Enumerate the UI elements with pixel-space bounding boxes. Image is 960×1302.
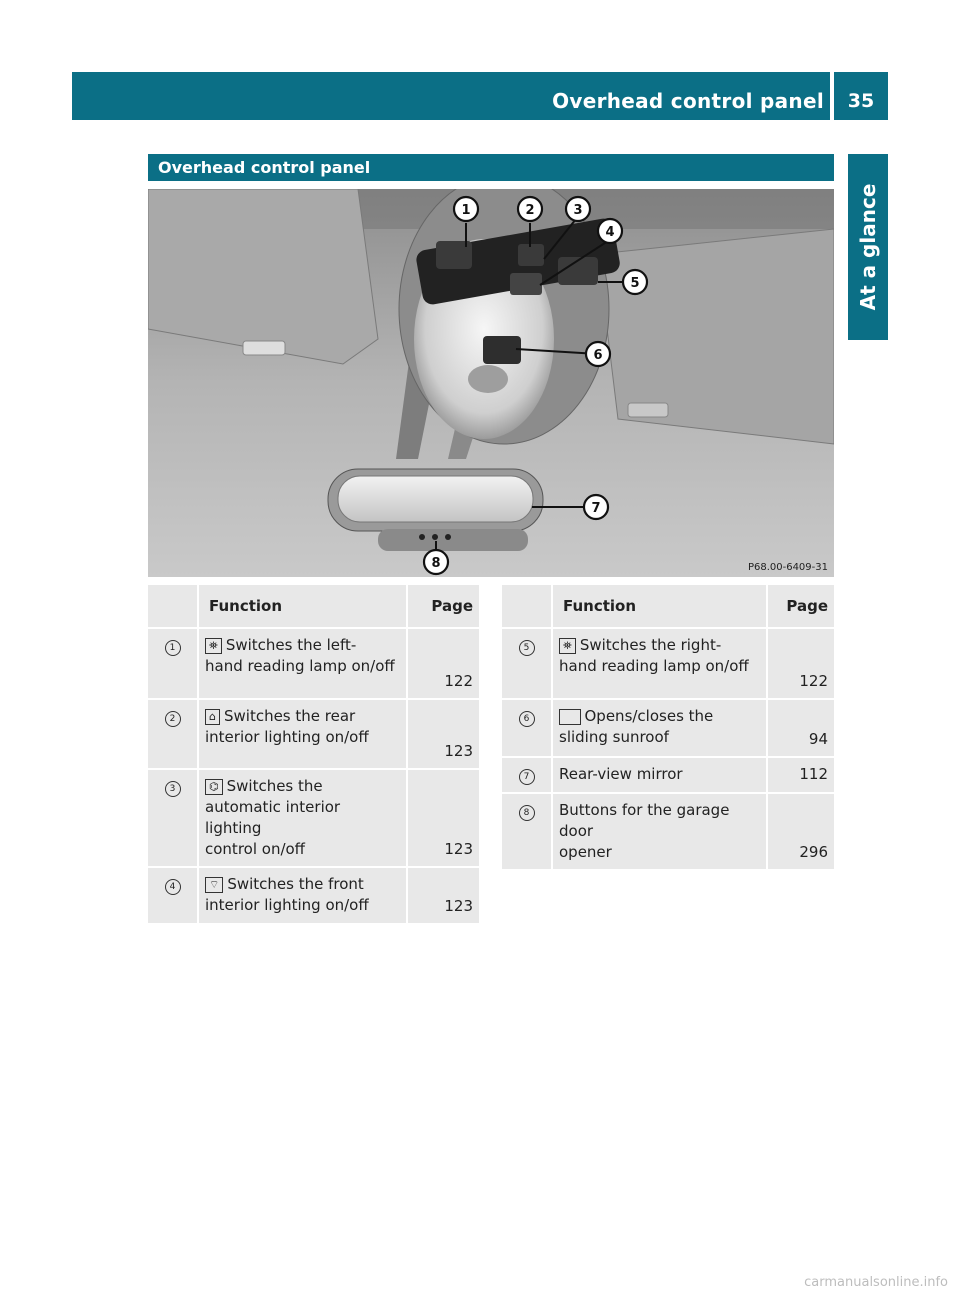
callout-label-3: 3 [573, 203, 583, 218]
item-number: 5 [519, 640, 535, 656]
function-text: sliding sunroof [559, 728, 669, 746]
item-number: 7 [519, 769, 535, 785]
table-row [148, 699, 479, 769]
lamp-left-icon: ⛯ [205, 638, 222, 654]
item-number: 8 [519, 805, 535, 821]
header-function: Function [552, 585, 767, 628]
side-tab-label: At a glance [856, 183, 880, 311]
figure-code: P68.00-6409-31 [747, 562, 828, 573]
overhead-panel-photo [148, 189, 834, 577]
function-text: automatic interior lighting [205, 798, 341, 837]
callout-label-4: 4 [605, 225, 615, 240]
callout-label-1: 1 [461, 203, 471, 218]
running-header-title: Overhead control panel [552, 89, 824, 113]
sunroof-icon [559, 709, 581, 725]
function-text: Buttons for the garage door [559, 801, 730, 840]
function-text: Switches the front [227, 875, 364, 893]
page-ref[interactable]: 122 [407, 628, 479, 699]
header-page: Page [767, 585, 834, 628]
item-number: 2 [165, 711, 181, 727]
function-text: interior lighting on/off [205, 896, 369, 914]
function-text: interior lighting on/off [205, 728, 369, 746]
front-light-icon: ⌔ [205, 877, 223, 893]
item-number: 4 [165, 879, 181, 895]
function-table-left [148, 585, 479, 925]
lamp-right-icon: ⛯ [559, 638, 576, 654]
function-text: Switches the left- [225, 636, 357, 654]
page-ref[interactable]: 112 [767, 757, 834, 793]
overhead-panel-illustration [148, 189, 834, 577]
function-text: Rear-view mirror [559, 765, 683, 783]
item-number: 3 [165, 781, 181, 797]
function-text: Switches the right- [579, 636, 722, 654]
function-text: opener [559, 843, 612, 861]
page-ref[interactable]: 122 [767, 628, 834, 699]
function-text: Switches the rear [223, 707, 356, 725]
callout-label-8: 8 [431, 556, 441, 571]
header-number [148, 585, 198, 628]
item-number: 1 [165, 640, 181, 656]
table-row [148, 867, 479, 924]
auto-light-icon: ⌬ [205, 779, 223, 795]
table-row [502, 757, 834, 793]
header-function: Function [198, 585, 407, 628]
table-row [502, 699, 834, 757]
page-ref[interactable]: 123 [407, 867, 479, 924]
header-page: Page [407, 585, 479, 628]
table-header-row [502, 585, 834, 628]
function-text: Opens/closes the [584, 707, 714, 725]
function-text: hand reading lamp on/off [559, 657, 749, 675]
page-ref[interactable]: 123 [407, 699, 479, 769]
callout-label-7: 7 [591, 501, 601, 516]
page-number: 35 [834, 72, 888, 120]
table-row [148, 628, 479, 699]
table-header-row [148, 585, 479, 628]
side-tab[interactable] [848, 154, 888, 340]
function-text: control on/off [205, 840, 306, 858]
page-ref[interactable]: 123 [407, 769, 479, 867]
header-number [502, 585, 552, 628]
function-table-right [502, 585, 834, 871]
callout-label-2: 2 [525, 203, 535, 218]
page-ref[interactable]: 296 [767, 793, 834, 870]
table-row [502, 793, 834, 870]
page-ref[interactable]: 94 [767, 699, 834, 757]
callout-label-5: 5 [630, 276, 640, 291]
footer-watermark: carmanualsonline.info [804, 1275, 948, 1290]
section-title: Overhead control panel [148, 154, 834, 181]
callout-label-6: 6 [593, 348, 603, 363]
function-text: Switches the [226, 777, 323, 795]
table-row [502, 628, 834, 699]
function-text: hand reading lamp on/off [205, 657, 395, 675]
item-number: 6 [519, 711, 535, 727]
table-row [148, 769, 479, 867]
rear-light-icon: ⌂ [205, 709, 220, 725]
